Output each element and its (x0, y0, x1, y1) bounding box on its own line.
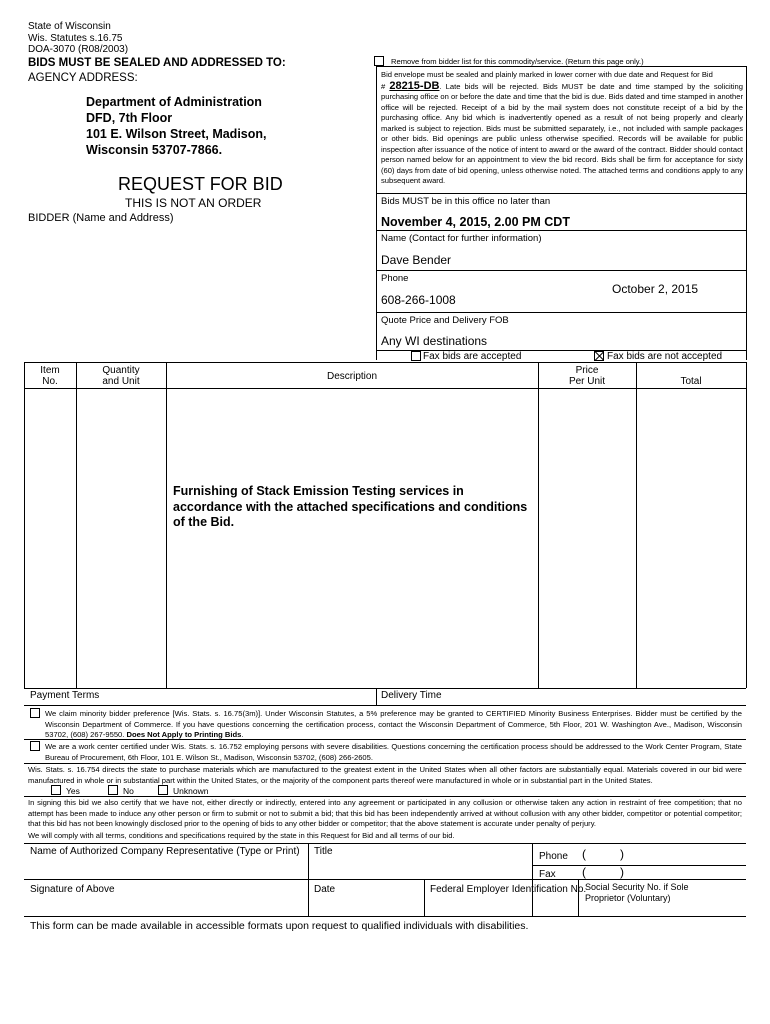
agency-address (86, 94, 267, 158)
envelope-rest: . Late bids will be rejected. Bids MUST be date and time stamped by the soliciting purchasing office on or before the date and time that the bid is due. Bids dated and time stamped in another office will be rejected. Receipt of a bid by the mail system does not constitute receipt of a bid by the purchasing office. Any bid which is inadvertently opened as a result of not being properly and clearly marked is subject to rejection. Bids must be submitted separately, i.e., not included with sample packages or other bids. Bid openings are public unless otherwise specified. Records will be available for public inspection after issuance of the notice of intent to award or the award of the contract. Bidder should contact person named below for an appointment to view the bid record. Bids shall be firm for acceptance for sixty (60) days from date of bid opening, unless otherwise noted. The attached terms and conditions apply to any subsequent award. (381, 81, 743, 185)
fax-paren-open: ( (582, 865, 586, 879)
col-item-header (24, 365, 76, 387)
fob-label: Quote Price and Delivery FOB (381, 315, 509, 326)
agency-address-label: AGENCY ADDRESS: (28, 72, 138, 84)
unknown-label: Unknown (173, 786, 209, 796)
minority-preference-checkbox[interactable] (30, 708, 40, 718)
minority-note: Does Not Apply to Printing Bids (126, 730, 242, 739)
us-manufacture-text: Wis. Stats. s. 16.754 directs the state to purchase materials which are manufactured to the greatest extent in the United States when all other factors are substantially equal. Materials covered in our bid were manufactured in whole or in substantial part within the United States, or the majority of the component parts thereof were manufactured in whole or in substantial part in the United States. (28, 765, 742, 785)
contact-name: Dave Bender (381, 253, 452, 267)
unknown-checkbox[interactable] (158, 785, 168, 795)
title-label: Title (314, 846, 333, 857)
phone-label: Phone (381, 273, 409, 284)
col-price-line-1: Price (575, 365, 599, 376)
col-qty-header (76, 365, 166, 387)
page-title: REQUEST FOR BID (118, 174, 283, 194)
accessibility-footer: This form can be made available in accessible formats upon request to qualified individuals with disabilities. (30, 920, 529, 932)
agency-line-1: Department of Administration (86, 95, 262, 109)
phone-value: 608-266-1008 (381, 293, 456, 307)
col-item-line-2: No. (42, 376, 58, 387)
no-checkbox[interactable] (108, 785, 118, 795)
issue-date: October 2, 2015 (612, 282, 699, 296)
due-label: Bids MUST be in this office no later than (381, 196, 551, 207)
statute-line: Wis. Statutes s.16.75 (28, 32, 123, 44)
col-qty-line-1: Quantity (102, 365, 140, 376)
compliance-statement: We will comply with all terms, conditions and specifications required by the state in this Request for Bid and all terms of our bid. (28, 831, 455, 840)
col-price-line-2: Per Unit (568, 376, 606, 387)
col-desc-header: Description (326, 371, 378, 382)
phone-paren-open: ( (582, 847, 586, 861)
envelope-text: Bid envelope must be sealed and plainly marked in lower corner with due date and Request for Bid (381, 70, 713, 79)
signature-label: Signature of Above (30, 884, 115, 895)
fax-accepted-label: Fax bids are accepted (423, 351, 522, 362)
col-price-header (538, 365, 636, 387)
ssn-label: Social Security No. if Sole Proprietor (Voluntary) (585, 882, 689, 903)
state-line: State of Wisconsin (28, 21, 111, 32)
fax-accepted-checkbox[interactable] (411, 351, 421, 361)
no-label: No (123, 786, 134, 796)
date-label: Date (314, 884, 336, 895)
collusion-statement: In signing this bid we also certify that we have not, either directly or indirectly, entered into any agreement or participated in any collusion or otherwise taken any action in restraint of free competition; that no attempt has been made to induce any other person or firm to submit or not to submit a bid; that this bid has been independently arrived at without collusion with any other bidder, competitor or potential competitor; that this bid has not been knowingly disclosed prior to the opening of bids to any other bidder or competitor; that the above statement is accurate under penalty of perjury. (28, 798, 742, 828)
bidder-label: BIDDER (Name and Address) (28, 212, 174, 224)
minority-preference-text (45, 709, 742, 741)
fax-not-accepted-label: Fax bids are not accepted (607, 351, 723, 362)
item-description: Furnishing of Stack Emission Testing services in accordance with the attached specifications and conditions of the Bid. (173, 484, 528, 529)
fax-not-accepted-checkbox[interactable] (594, 351, 604, 361)
envelope-instructions (381, 70, 743, 187)
agency-line-4: Wisconsin 53707-7866. (86, 143, 223, 157)
delivery-time-label: Delivery Time (381, 690, 442, 701)
col-qty-line-2: and Unit (102, 376, 140, 387)
minority-end: . (241, 730, 244, 739)
sign-fax-label: Fax (539, 869, 556, 880)
yes-checkbox[interactable] (51, 785, 61, 795)
rep-name-label: Name of Authorized Company Representative (Type or Print) (30, 846, 300, 857)
fein-label: Federal Employer Identification No. (430, 884, 587, 895)
sign-phone-label: Phone (539, 851, 568, 862)
form-number-line: DOA-3070 (R08/2003) (28, 44, 129, 55)
sealed-heading: BIDS MUST BE SEALED AND ADDRESSED TO: (28, 57, 286, 69)
phone-paren-close: ) (620, 847, 624, 861)
due-date: November 4, 2015, 2.00 PM CDT (381, 215, 570, 229)
col-total-header: Total (680, 376, 702, 387)
minority-text: We claim minority bidder preference [Wis. Stats. s. 16.75(3m)]. Under Wisconsin Statutes, a 5% preference may be granted to CERTIFIED Minority Business Enterprises. Bidder must be certified by the Wisconsin Department of Commerce. If you have questions concerning the certification process, contact the Wisconsin Department of Commerce, 5th Floor, 201 W. Washington Ave., Madison, Wisconsin 53702, (608) 267-9550. (45, 709, 742, 739)
remove-from-list-text: Remove from bidder list for this commodity/service. (Return this page only.) (391, 57, 644, 66)
work-center-text: We are a work center certified under Wis. Stats. s. 16.752 employing persons with severe disabilities. Questions concerning the certification process should be addressed to the Work Center Program, State Bureau of Procurement, 6th Floor, 101 E. Wilson St., Madison, Wisconsin 53702, (608) 266-2605. (45, 742, 742, 762)
yes-label: Yes (66, 786, 80, 796)
fob-value: Any WI destinations (381, 334, 488, 348)
remove-from-list-checkbox[interactable] (374, 56, 384, 66)
payment-terms-label: Payment Terms (30, 690, 100, 701)
form-header (28, 21, 128, 56)
agency-line-2: DFD, 7th Floor (86, 111, 173, 125)
work-center-checkbox[interactable] (30, 741, 40, 751)
bid-hash: # (381, 81, 386, 91)
contact-label: Name (Contact for further information) (381, 233, 542, 244)
agency-line-3: 101 E. Wilson Street, Madison, (86, 127, 267, 141)
page-subtitle: THIS IS NOT AN ORDER (125, 196, 262, 210)
col-item-line-1: Item (40, 365, 60, 376)
bid-number: 28215-DB (389, 79, 440, 92)
fax-paren-close: ) (620, 865, 624, 879)
